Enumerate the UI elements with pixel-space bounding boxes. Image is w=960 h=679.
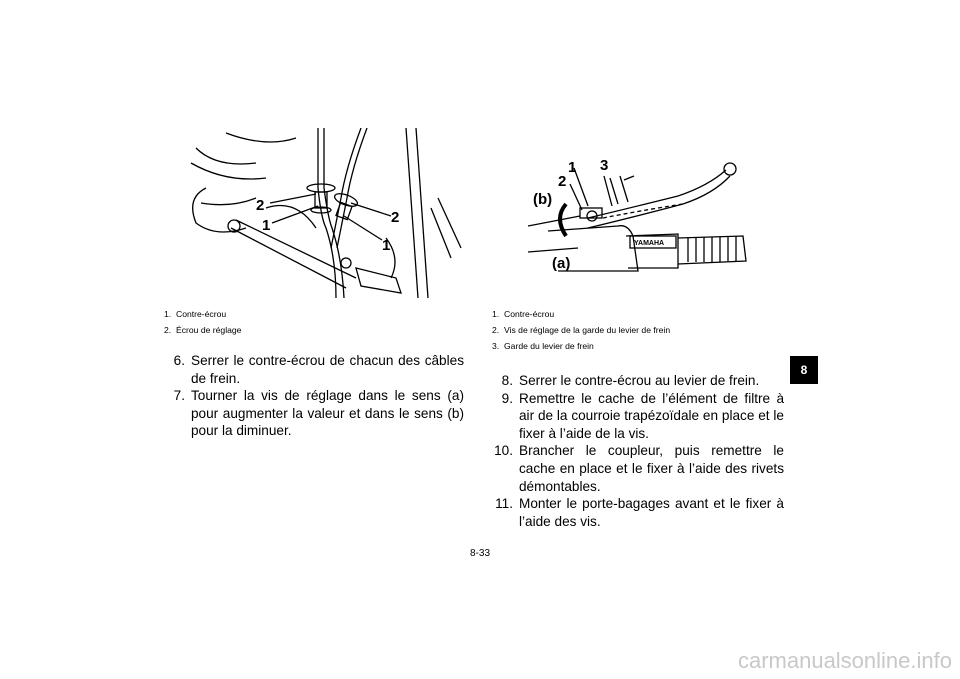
chapter-tab: 8: [790, 356, 818, 384]
instruction-step: [492, 372, 784, 390]
instruction-step: [492, 495, 784, 530]
callout-label-2b: 2: [391, 209, 400, 226]
step-number: 7.: [173, 388, 185, 404]
step-number: 10.: [494, 443, 513, 459]
legend-item: [492, 338, 670, 354]
legend-item: [492, 322, 670, 338]
step-text: Remettre le cache de l’élément de filtre à air de la courroie trapézoïdale en place et le fixer à l’aide de la vis.: [519, 390, 784, 441]
callout-label-2: 2: [558, 173, 567, 190]
legend-number: 1.: [492, 309, 500, 319]
step-text: Tourner la vis de réglage dans le sens (a) pour augmenter la valeur et dans le sens (b) pour la diminuer.: [191, 388, 464, 439]
instruction-steps-right: [492, 372, 784, 530]
step-number: 8.: [501, 373, 513, 388]
watermark: carmanualsonline.info: [737, 648, 952, 673]
callout-label-3: 3: [600, 157, 609, 174]
legend-text: Écrou de réglage: [176, 325, 242, 335]
step-text: Brancher le coupleur, puis remettre le cache en place et le fixer à l’aide des rivets démontables.: [519, 443, 784, 494]
legend-number: 2.: [164, 325, 172, 335]
page-number: 8-33: [469, 548, 490, 559]
brake-lever-illustration: [528, 156, 768, 278]
legend-number: 3.: [492, 341, 500, 351]
instruction-step: [492, 442, 784, 495]
legend-text: Contre-écrou: [176, 309, 227, 319]
callout-label-1: 1: [568, 159, 577, 176]
step-text: Serrer le contre-écrou au levier de frein.: [519, 373, 760, 388]
legend-text: Garde du levier de frein: [504, 341, 594, 351]
legend-item: [164, 322, 241, 338]
step-number: 9.: [501, 390, 513, 406]
callout-label-1b: 1: [382, 237, 391, 254]
step-number: 6.: [173, 353, 185, 368]
direction-label-b: (b): [533, 191, 553, 208]
legend-item: [164, 306, 241, 322]
step-text: Monter le porte-bagages avant et le fixer à l’aide des vis.: [519, 496, 784, 529]
brake-cable-adjuster-illustration: [186, 128, 464, 298]
figure-legend-left: [164, 306, 241, 338]
callout-label-2: 2: [256, 197, 265, 214]
step-text: Serrer le contre-écrou de chacun des câbles de frein.: [191, 353, 464, 386]
instruction-step: [164, 352, 464, 387]
legend-number: 1.: [164, 309, 172, 319]
figure-legend-right: [492, 306, 670, 354]
callout-label-1: 1: [262, 217, 271, 234]
instruction-step: [164, 387, 464, 440]
legend-number: 2.: [492, 325, 500, 335]
legend-text: Vis de réglage de la garde du levier de frein: [504, 325, 671, 335]
instruction-steps-left: [164, 352, 464, 440]
step-number: 11.: [495, 496, 513, 512]
legend-text: Contre-écrou: [504, 309, 555, 319]
direction-label-a: (a): [552, 255, 571, 272]
brand-logo-text: YAMAHA: [634, 240, 665, 247]
instruction-step: [492, 390, 784, 443]
legend-item: [492, 306, 670, 322]
